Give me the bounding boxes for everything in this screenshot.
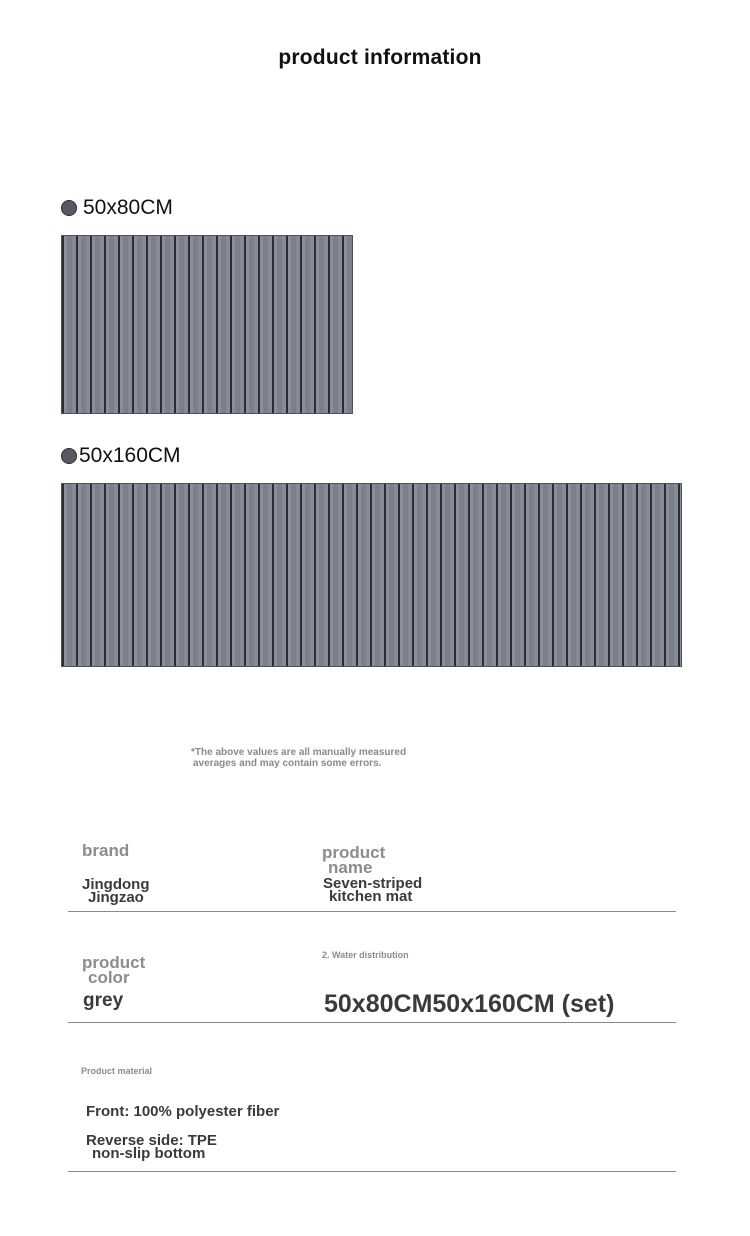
product-name-value-line-2: kitchen mat	[329, 888, 413, 905]
bullet-dot-icon	[61, 448, 77, 464]
brand-label: brand	[82, 841, 130, 860]
page-title: product information	[278, 46, 482, 69]
front-material-value: Front: 100% polyester fiber	[86, 1103, 280, 1120]
divider	[68, 1171, 676, 1172]
brand-value-line-2: Jingzao	[88, 889, 144, 906]
note-line-2: averages and may contain some errors.	[193, 758, 382, 769]
water-distribution-label: 2. Water distribution	[322, 950, 409, 960]
mat-image-50x80	[61, 235, 353, 414]
divider	[68, 1022, 676, 1023]
product-color-label-line-2: color	[88, 968, 130, 987]
product-color-label-line-1: product	[82, 953, 146, 972]
product-name-label-line-2: name	[328, 858, 373, 877]
brand-value-line-1: Jingdong	[82, 876, 150, 893]
product-name-value	[323, 877, 422, 903]
reverse-material-value	[86, 1134, 217, 1160]
size-option-50x160	[61, 444, 181, 468]
product-material-label: Product material	[81, 1066, 153, 1076]
product-color-value: grey	[83, 990, 124, 1011]
product-name-label-line-1: product	[322, 843, 386, 862]
product-name-label	[322, 845, 385, 875]
reverse-material-line-1: Reverse side: TPE	[86, 1132, 217, 1149]
size-option-50x80	[61, 196, 173, 220]
size-label-text: 50x80CM	[83, 196, 173, 219]
mat-image-50x160	[61, 483, 682, 667]
product-name-value-line-1: Seven-striped	[323, 875, 423, 892]
note-line-1: *The above values are all manually measured	[191, 747, 407, 758]
bullet-dot-icon	[61, 200, 77, 216]
size-value: 50x80CM50x160CM (set)	[324, 990, 615, 1018]
measurement-note	[191, 747, 461, 769]
reverse-material-line-2: non-slip bottom	[92, 1145, 206, 1162]
product-color-label	[82, 955, 145, 985]
divider	[68, 911, 676, 912]
size-label-text: 50x160CM	[79, 444, 181, 467]
brand-value	[82, 878, 150, 904]
